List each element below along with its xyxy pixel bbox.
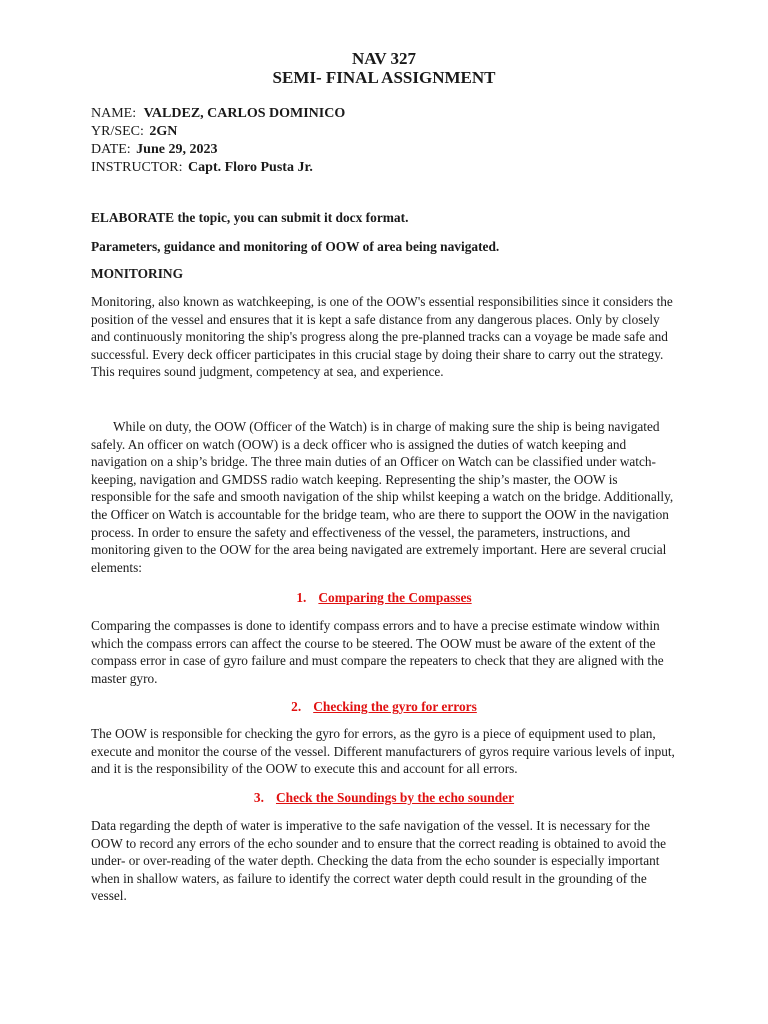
section-heading: MONITORING	[91, 266, 184, 281]
item-heading-1	[0, 589, 768, 607]
name-label: NAME:	[91, 106, 137, 121]
name-value: VALDEZ, CARLOS DOMINICO	[143, 106, 346, 121]
item-body-2: The OOW is responsible for checking the gyro for errors, as the gyro is a piece of equipment used to plan, execute and monitor the course of the vessel. Different manufacturers of gyros require various levels of input, and it is the responsibility of the OOW to execute this and account for all errors.	[91, 726, 675, 777]
yrsec-label: YR/SEC:	[91, 124, 144, 139]
assignment-title: SEMI- FINAL ASSIGNMENT	[272, 68, 496, 87]
item-heading-3	[0, 789, 768, 807]
instructor-label: INSTRUCTOR:	[91, 160, 183, 175]
instruction-text: the topic, you can submit it docx format.	[174, 210, 409, 225]
item-title: Checking the gyro for errors	[313, 699, 477, 714]
item-number: 2.	[291, 699, 302, 714]
item-number: 3.	[253, 790, 264, 805]
instruction-keyword: ELABORATE	[91, 210, 175, 225]
date-value: June 29, 2023	[136, 142, 218, 157]
item-body-3: Data regarding the depth of water is imperative to the safe navigation of the vessel. It is necessary for the OOW to record any errors of the echo sounder and to ensure that the correct reading is obtained to avoid the under- or over-reading of the water depth. Checking the data from the echo sounder is especially important when in shallow waters, as failure to identify the correct water depth could result in the grounding of the vessel.	[91, 818, 667, 904]
course-title: NAV 327	[351, 49, 417, 68]
date-label: DATE:	[91, 142, 131, 157]
item-number: 1.	[296, 590, 307, 605]
instructor-row	[91, 159, 313, 177]
paragraph-oow-duties: While on duty, the OOW (Officer of the Watch) is in charge of making sure the ship is being navigated safely. An officer on watch (OOW) is a deck officer who is assigned the duties of watch keeping and navigation on a ship’s bridge. The three main duties of an Officer on Watch can be classified under watch-keeping, navigation and GMDSS radio watch keeping. Representing the ship’s master, the OOW is responsible for the safe and smooth navigation of the ship whilst keeping a watch on the bridge. Additionally, the Officer on Watch is accountable for the bridge team, who are there to support the OOW in the navigation process. In order to ensure the safety and effectiveness of the vessel, the parameters, instructions, and monitoring given to the OOW for the area being navigated are extremely important. Here are several crucial elements:	[91, 419, 674, 575]
name-row	[91, 105, 345, 123]
topic-line: Parameters, guidance and monitoring of OOW of area being navigated.	[91, 239, 500, 254]
date-row	[91, 141, 217, 159]
item-body-1: Comparing the compasses is done to identify compass errors and to have a precise estimate window within which the compass errors can affect the course to be steered. The OOW must be aware of the extent of the compass error in case of gyro failure and must compare the repeaters to check that they are aligned with the master gyro.	[91, 618, 664, 686]
instruction-line	[91, 209, 408, 227]
item-heading-2	[0, 698, 768, 716]
paragraph-monitoring: Monitoring, also known as watchkeeping, is one of the OOW's essential responsibilities since it considers the position of the vessel and ensures that it is kept a safe distance from any dangerous places. Only by closely and continuously monitoring the ship's progress along the pre-planned tracks can a voyage be made safe and successful. Every deck officer participates in this crucial stage by doing their share to carry out the strategy. This requires sound judgment, competency at sea, and experience.	[91, 294, 673, 380]
instructor-value: Capt. Floro Pusta Jr.	[188, 160, 313, 175]
yrsec-row	[91, 123, 177, 141]
item-title: Check the Soundings by the echo sounder	[275, 790, 515, 805]
item-title: Comparing the Compasses	[318, 590, 472, 605]
yrsec-value: 2GN	[149, 124, 178, 139]
